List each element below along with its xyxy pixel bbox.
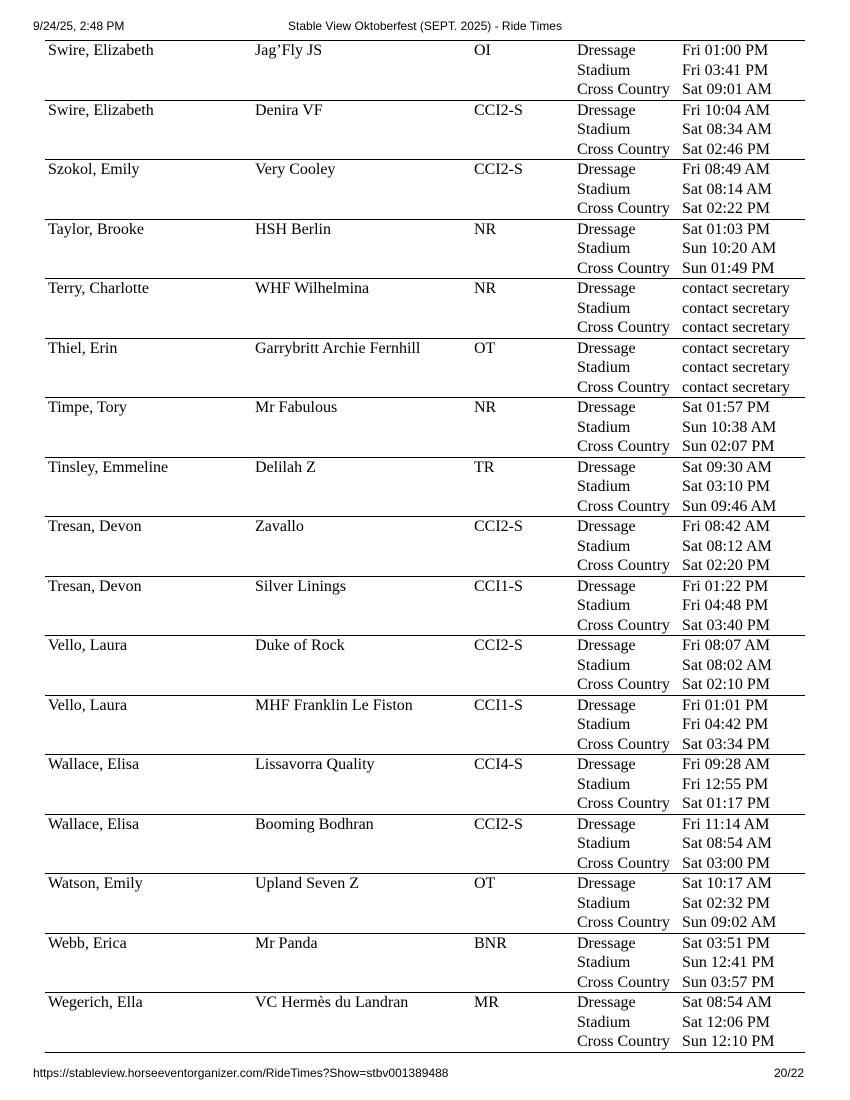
phase-label: Cross Country	[577, 1033, 670, 1050]
time-list	[679, 279, 805, 339]
ride-time: contact secretary	[682, 299, 790, 317]
ride-time: Sat 08:14 AM	[682, 180, 772, 198]
ride-time: Sun 02:07 PM	[682, 438, 775, 455]
phase-list	[574, 398, 679, 458]
ride-time: Sun 09:02 AM	[682, 914, 777, 931]
division: CCI2-S	[474, 161, 523, 178]
phase-list	[574, 993, 679, 1053]
ride-time: Sat 02:10 PM	[682, 676, 771, 693]
table-row	[45, 636, 805, 696]
division: MR	[474, 994, 499, 1011]
horse-name: Duke of Rock	[255, 637, 345, 654]
rider-name: Wegerich, Ella	[48, 994, 143, 1011]
table-row	[45, 933, 805, 993]
rider-name: Vello, Laura	[48, 637, 128, 654]
rider-name: Taylor, Brooke	[48, 220, 144, 238]
phase-label: Stadium	[577, 61, 631, 79]
phase-label: Cross Country	[577, 854, 670, 872]
phase-list	[574, 279, 679, 339]
ride-time: Fri 01:22 PM	[682, 577, 769, 595]
phase-list	[574, 219, 679, 279]
ride-time: Sat 08:12 AM	[682, 537, 772, 555]
ride-times-table	[45, 40, 805, 1053]
page-url: https://stableview.horseeventorganizer.com/RideTimes?Show=stbv001389488	[33, 1066, 449, 1080]
ride-time: Sun 10:38 AM	[682, 418, 777, 436]
phase-label: Stadium	[577, 954, 631, 971]
time-list	[679, 874, 805, 934]
time-list	[679, 338, 805, 398]
ride-time: Sat 03:34 PM	[682, 735, 771, 753]
phase-label: Cross Country	[577, 735, 670, 753]
division: TR	[474, 458, 495, 476]
ride-time: Sat 09:01 AM	[682, 81, 772, 98]
division: CCI1-S	[474, 696, 523, 714]
ride-time: Sat 10:17 AM	[682, 875, 772, 892]
division: CCI2-S	[474, 518, 523, 535]
table-row	[45, 755, 805, 815]
time-list	[679, 695, 805, 755]
phase-list	[574, 636, 679, 696]
phase-label: Dressage	[577, 220, 636, 238]
phase-list	[574, 160, 679, 220]
table-row	[45, 279, 805, 339]
phase-label: Dressage	[577, 577, 636, 595]
time-list	[679, 576, 805, 636]
rider-name: Tresan, Devon	[48, 518, 142, 535]
ride-time: Sat 08:54 AM	[682, 835, 772, 852]
phase-label: Stadium	[577, 835, 631, 852]
phase-label: Stadium	[577, 894, 631, 912]
horse-name: Garrybritt Archie Fernhill	[255, 339, 421, 357]
ride-time: Fri 01:01 PM	[682, 696, 769, 714]
ride-time: Sat 08:54 AM	[682, 994, 772, 1011]
phase-list	[574, 933, 679, 993]
ride-time: Fri 11:14 AM	[682, 815, 770, 833]
table-row	[45, 576, 805, 636]
ride-time: Sun 09:46 AM	[682, 497, 777, 515]
phase-list	[574, 755, 679, 815]
phase-list	[574, 457, 679, 517]
horse-name: Zavallo	[255, 518, 304, 535]
ride-time: Sat 09:30 AM	[682, 458, 772, 476]
rider-name: Tresan, Devon	[48, 577, 142, 595]
division: NR	[474, 220, 497, 238]
phase-label: Stadium	[577, 537, 631, 555]
time-list	[679, 993, 805, 1053]
horse-name: Jag’Fly JS	[255, 42, 323, 59]
ride-time: Fri 08:42 AM	[682, 518, 771, 535]
phase-label: Stadium	[577, 656, 631, 674]
phase-label: Stadium	[577, 1013, 631, 1031]
phase-list	[574, 100, 679, 160]
table-row	[45, 993, 805, 1053]
phase-label: Stadium	[577, 597, 631, 614]
phase-label: Stadium	[577, 240, 631, 257]
phase-list	[574, 814, 679, 874]
ride-time: Sat 01:03 PM	[682, 220, 771, 238]
horse-name: HSH Berlin	[255, 220, 331, 238]
phase-label: Cross Country	[577, 438, 670, 455]
ride-time: Fri 08:49 AM	[682, 161, 771, 178]
phase-label: Dressage	[577, 756, 636, 773]
phase-list	[574, 695, 679, 755]
phase-label: Dressage	[577, 101, 636, 119]
ride-time: Fri 04:42 PM	[682, 716, 769, 733]
phase-label: Cross Country	[577, 378, 670, 396]
phase-list	[574, 576, 679, 636]
page-title: Stable View Oktoberfest (SEPT. 2025) - Ride Times	[288, 19, 562, 33]
rider-name: Swire, Elizabeth	[48, 42, 154, 59]
rider-name: Szokol, Emily	[48, 161, 140, 178]
table-row	[45, 874, 805, 934]
phase-label: Stadium	[577, 299, 631, 317]
phase-label: Stadium	[577, 121, 631, 138]
ride-times-body	[45, 41, 805, 1053]
ride-time: Fri 08:07 AM	[682, 637, 771, 654]
ride-time: Fri 03:41 PM	[682, 61, 769, 79]
division: OI	[474, 42, 491, 59]
rider-name: Thiel, Erin	[48, 339, 118, 357]
phase-label: Dressage	[577, 875, 636, 892]
phase-label: Cross Country	[577, 616, 670, 634]
table-row	[45, 160, 805, 220]
phase-label: Stadium	[577, 716, 631, 733]
ride-time: Sat 03:40 PM	[682, 616, 771, 634]
table-row	[45, 41, 805, 101]
horse-name: Very Cooley	[255, 161, 336, 178]
time-list	[679, 814, 805, 874]
horse-name: WHF Wilhelmina	[255, 280, 370, 297]
ride-time: Fri 09:28 AM	[682, 756, 771, 773]
ride-time: Fri 01:00 PM	[682, 42, 769, 59]
time-list	[679, 636, 805, 696]
division: CCI4-S	[474, 756, 523, 773]
table-row	[45, 100, 805, 160]
rider-name: Wallace, Elisa	[48, 815, 140, 833]
ride-time: Sun 12:10 PM	[682, 1033, 775, 1050]
phase-label: Stadium	[577, 359, 631, 376]
table-row	[45, 814, 805, 874]
phase-label: Cross Country	[577, 557, 670, 574]
phase-label: Cross Country	[577, 319, 670, 336]
ride-time: Sat 02:20 PM	[682, 557, 771, 574]
rider-name: Swire, Elizabeth	[48, 101, 154, 119]
phase-label: Cross Country	[577, 676, 670, 693]
phase-label: Dressage	[577, 934, 636, 952]
phase-label: Cross Country	[577, 973, 670, 991]
horse-name: Booming Bodhran	[255, 815, 374, 833]
division: CCI1-S	[474, 577, 523, 595]
ride-time: Sat 03:51 PM	[682, 934, 771, 952]
phase-label: Dressage	[577, 399, 636, 416]
horse-name: MHF Franklin Le Fiston	[255, 696, 413, 714]
table-row	[45, 695, 805, 755]
time-list	[679, 100, 805, 160]
rider-name: Watson, Emily	[48, 875, 143, 892]
phase-label: Cross Country	[577, 200, 670, 217]
table-row	[45, 338, 805, 398]
division: OT	[474, 875, 496, 892]
division: BNR	[474, 934, 507, 952]
ride-time: contact secretary	[682, 378, 790, 396]
rider-name: Tinsley, Emmeline	[48, 458, 169, 476]
phase-list	[574, 517, 679, 577]
phase-label: Dressage	[577, 161, 636, 178]
phase-label: Dressage	[577, 518, 636, 535]
page-number: 20/22	[773, 1066, 804, 1080]
time-list	[679, 755, 805, 815]
phase-label: Dressage	[577, 339, 636, 357]
print-datetime: 9/24/25, 2:48 PM	[33, 19, 125, 33]
rider-name: Timpe, Tory	[48, 399, 127, 416]
ride-time: Sun 03:57 PM	[682, 973, 775, 991]
horse-name: Lissavorra Quality	[255, 756, 375, 773]
phase-label: Dressage	[577, 994, 636, 1011]
time-list	[679, 41, 805, 101]
horse-name: Upland Seven Z	[255, 875, 359, 892]
ride-time: Sat 08:34 AM	[682, 121, 772, 138]
horse-name: VC Hermès du Landran	[255, 994, 409, 1011]
division: OT	[474, 339, 496, 357]
ride-time: Fri 12:55 PM	[682, 775, 769, 793]
horse-name: Delilah Z	[255, 458, 316, 476]
phase-label: Dressage	[577, 280, 636, 297]
ride-time: Sun 10:20 AM	[682, 240, 777, 257]
horse-name: Mr Fabulous	[255, 399, 338, 416]
ride-time: contact secretary	[682, 339, 790, 357]
phase-label: Cross Country	[577, 81, 670, 98]
rider-name: Webb, Erica	[48, 934, 127, 952]
horse-name: Mr Panda	[255, 934, 318, 952]
phase-label: Stadium	[577, 478, 631, 495]
phase-label: Dressage	[577, 696, 636, 714]
ride-time: Sun 01:49 PM	[682, 259, 775, 277]
phase-label: Dressage	[577, 458, 636, 476]
time-list	[679, 160, 805, 220]
phase-list	[574, 41, 679, 101]
ride-time: Sat 01:17 PM	[682, 795, 771, 812]
time-list	[679, 933, 805, 993]
ride-time: Sat 01:57 PM	[682, 399, 771, 416]
time-list	[679, 517, 805, 577]
rider-name: Vello, Laura	[48, 696, 128, 714]
division: CCI2-S	[474, 815, 523, 833]
phase-list	[574, 338, 679, 398]
ride-time: Sat 12:06 PM	[682, 1013, 771, 1031]
phase-label: Cross Country	[577, 259, 670, 277]
division: CCI2-S	[474, 637, 523, 654]
phase-label: Stadium	[577, 418, 631, 436]
table-row	[45, 219, 805, 279]
ride-time: contact secretary	[682, 319, 790, 336]
ride-time: contact secretary	[682, 359, 790, 376]
ride-time: Fri 10:04 AM	[682, 101, 771, 119]
ride-time: Fri 04:48 PM	[682, 597, 769, 614]
ride-time: Sat 03:00 PM	[682, 854, 771, 872]
rider-name: Wallace, Elisa	[48, 756, 140, 773]
time-list	[679, 398, 805, 458]
horse-name: Silver Linings	[255, 577, 347, 595]
phase-label: Cross Country	[577, 140, 670, 158]
ride-time: Sat 02:22 PM	[682, 200, 771, 217]
ride-time: Sun 12:41 PM	[682, 954, 775, 971]
ride-time: Sat 03:10 PM	[682, 478, 771, 495]
phase-label: Dressage	[577, 42, 636, 59]
table-row	[45, 457, 805, 517]
time-list	[679, 219, 805, 279]
phase-label: Dressage	[577, 637, 636, 654]
phase-label: Cross Country	[577, 497, 670, 515]
ride-time: Sat 02:32 PM	[682, 894, 771, 912]
phase-label: Cross Country	[577, 914, 670, 931]
ride-time: contact secretary	[682, 280, 790, 297]
rider-name: Terry, Charlotte	[48, 280, 149, 297]
table-row	[45, 398, 805, 458]
phase-label: Stadium	[577, 775, 631, 793]
ride-time: Sat 02:46 PM	[682, 140, 771, 158]
ride-time: Sat 08:02 AM	[682, 656, 772, 674]
phase-label: Cross Country	[577, 795, 670, 812]
table-row	[45, 517, 805, 577]
horse-name: Denira VF	[255, 101, 323, 119]
division: CCI2-S	[474, 101, 523, 119]
division: NR	[474, 399, 497, 416]
time-list	[679, 457, 805, 517]
phase-label: Stadium	[577, 180, 631, 198]
phase-label: Dressage	[577, 815, 636, 833]
phase-list	[574, 874, 679, 934]
division: NR	[474, 280, 497, 297]
